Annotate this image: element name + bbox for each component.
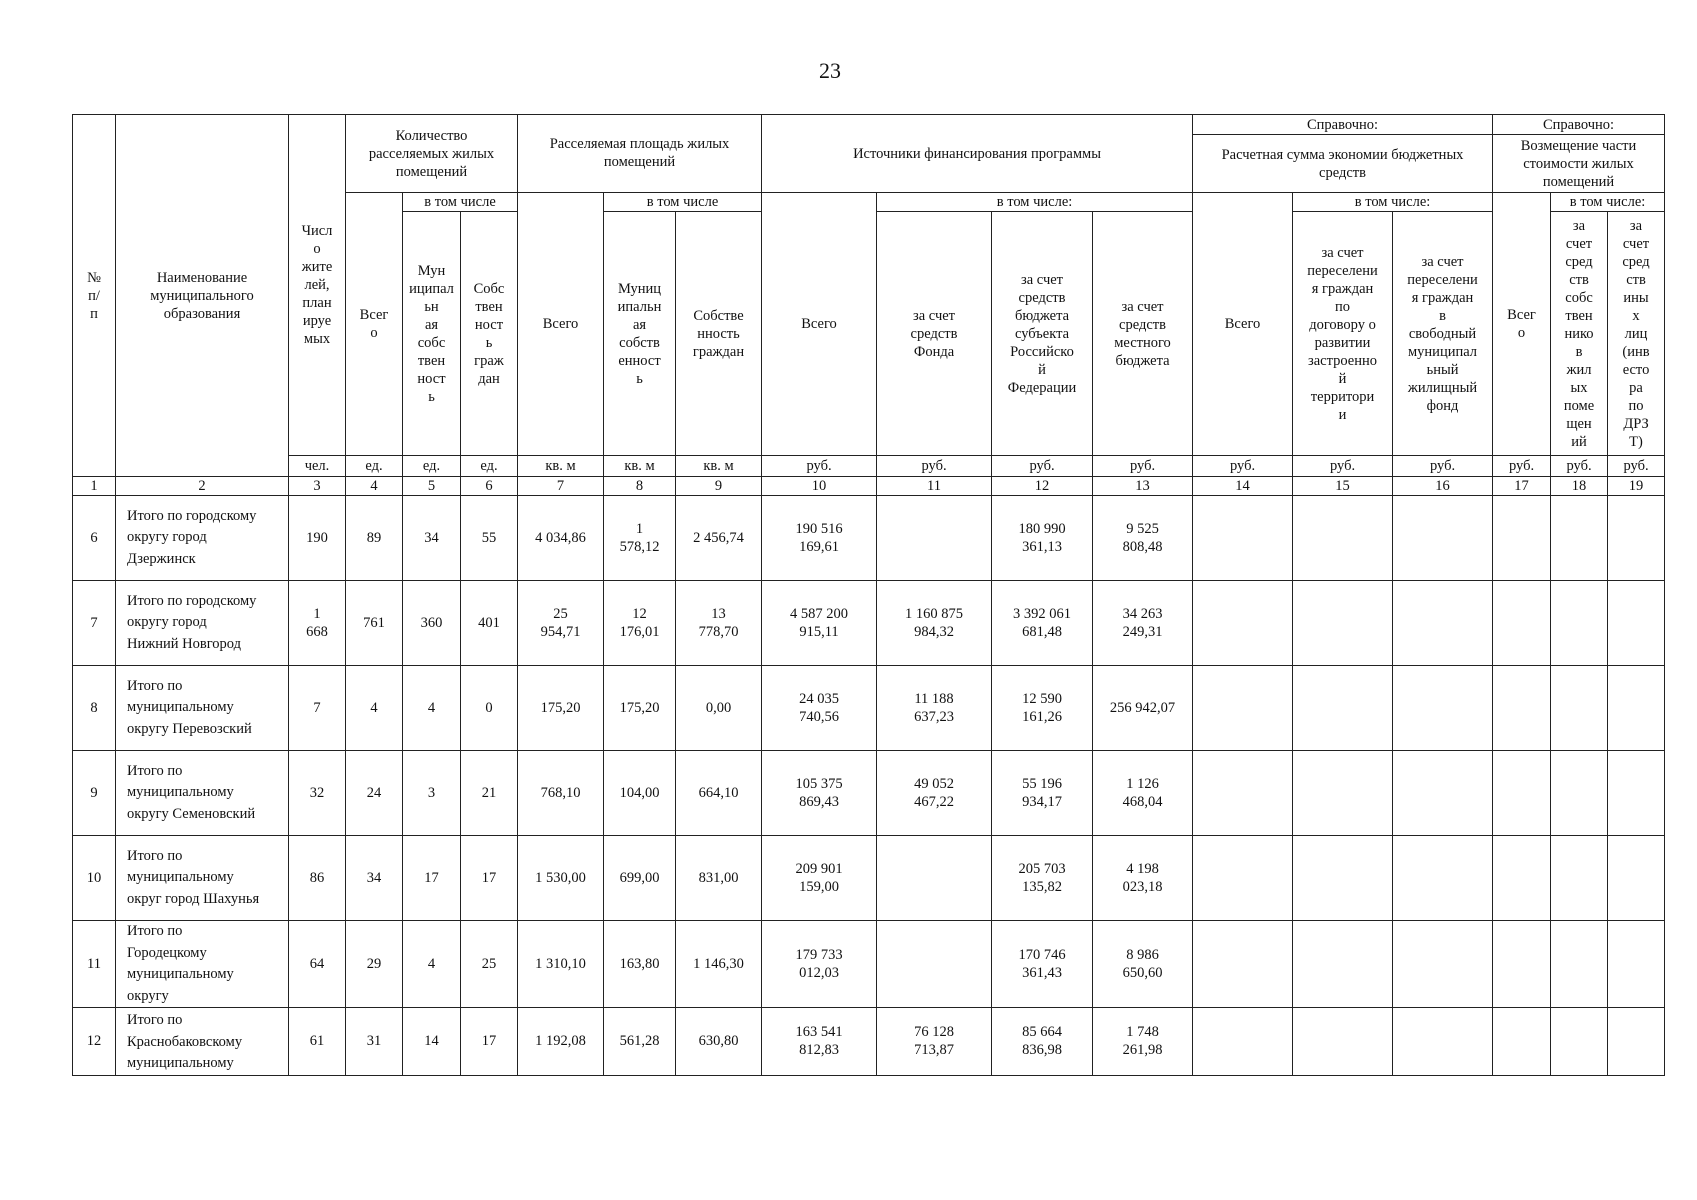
cell-c12: 205 703 135,82 bbox=[992, 836, 1093, 921]
column-number: 18 bbox=[1551, 477, 1608, 496]
cell-c15 bbox=[1293, 751, 1393, 836]
column-number: 15 bbox=[1293, 477, 1393, 496]
cell-c8: 104,00 bbox=[604, 751, 676, 836]
row-number: 6 bbox=[73, 496, 116, 581]
cell-c6: 21 bbox=[461, 751, 518, 836]
cell-c14 bbox=[1193, 921, 1293, 1008]
cell-c17 bbox=[1493, 496, 1551, 581]
unit-cell: кв. м bbox=[604, 456, 676, 477]
column-number: 4 bbox=[346, 477, 403, 496]
header-incl-compensation: в том числе: bbox=[1551, 193, 1665, 212]
table-body bbox=[73, 496, 1665, 1076]
cell-c9: 831,00 bbox=[676, 836, 762, 921]
unit-cell: кв. м bbox=[676, 456, 762, 477]
unit-cell: ед. bbox=[346, 456, 403, 477]
cell-c3: 32 bbox=[289, 751, 346, 836]
column-number: 13 bbox=[1093, 477, 1193, 496]
cell-c11 bbox=[877, 921, 992, 1008]
header-total-savings: Всего bbox=[1193, 193, 1293, 456]
header-reference-2: Справочно: bbox=[1493, 115, 1665, 135]
resettlement-table bbox=[72, 114, 1665, 1076]
cell-c19 bbox=[1608, 1008, 1665, 1076]
table-row bbox=[73, 496, 1665, 581]
cell-c11: 49 052 467,22 bbox=[877, 751, 992, 836]
cell-c4: 29 bbox=[346, 921, 403, 1008]
header-private-premises: Собс твен ност ь граж дан bbox=[461, 212, 518, 456]
cell-c16 bbox=[1393, 496, 1493, 581]
municipality-name: Итого по городскому округу город Нижний Новгород bbox=[116, 581, 289, 666]
cell-c6: 0 bbox=[461, 666, 518, 751]
header-savings-group: Расчетная сумма экономии бюджетных средств bbox=[1193, 135, 1493, 193]
table-row bbox=[73, 836, 1665, 921]
header-owners-compensation: за счет сред ств собс твен нико в жил ых поме щен ий bbox=[1551, 212, 1608, 456]
cell-c17 bbox=[1493, 581, 1551, 666]
cell-c9: 2 456,74 bbox=[676, 496, 762, 581]
cell-c6: 25 bbox=[461, 921, 518, 1008]
cell-c8: 1 578,12 bbox=[604, 496, 676, 581]
cell-c4: 761 bbox=[346, 581, 403, 666]
municipality-name: Итого по Городецкому муниципальному округу bbox=[116, 921, 289, 1008]
cell-c5: 34 bbox=[403, 496, 461, 581]
cell-c10: 105 375 869,43 bbox=[762, 751, 877, 836]
header-incl-funding: в том числе: bbox=[877, 193, 1193, 212]
header-name: Наименование муниципального образования bbox=[116, 115, 289, 477]
cell-c12: 180 990 361,13 bbox=[992, 496, 1093, 581]
header-total-premises: Всег о bbox=[346, 193, 403, 456]
cell-c10: 163 541 812,83 bbox=[762, 1008, 877, 1076]
row-number: 12 bbox=[73, 1008, 116, 1076]
cell-c19 bbox=[1608, 921, 1665, 1008]
municipality-name: Итого по городскому округу город Дзержинск bbox=[116, 496, 289, 581]
table-row bbox=[73, 751, 1665, 836]
cell-c19 bbox=[1608, 751, 1665, 836]
cell-c17 bbox=[1493, 666, 1551, 751]
unit-cell: чел. bbox=[289, 456, 346, 477]
row-number: 9 bbox=[73, 751, 116, 836]
unit-cell: руб. bbox=[762, 456, 877, 477]
header-fund-funding: за счет средств Фонда bbox=[877, 212, 992, 456]
cell-c8: 561,28 bbox=[604, 1008, 676, 1076]
unit-cell: кв. м bbox=[518, 456, 604, 477]
cell-c4: 31 bbox=[346, 1008, 403, 1076]
column-number: 8 bbox=[604, 477, 676, 496]
cell-c5: 17 bbox=[403, 836, 461, 921]
cell-c5: 3 bbox=[403, 751, 461, 836]
cell-c12: 170 746 361,43 bbox=[992, 921, 1093, 1008]
cell-c12: 55 196 934,17 bbox=[992, 751, 1093, 836]
cell-c9: 13 778,70 bbox=[676, 581, 762, 666]
cell-c12: 12 590 161,26 bbox=[992, 666, 1093, 751]
header-total-area: Всего bbox=[518, 193, 604, 456]
column-number: 1 bbox=[73, 477, 116, 496]
unit-cell: руб. bbox=[1551, 456, 1608, 477]
header-savings-free-fund: за счет переселени я граждан в свободный муниципал ьный жилищный фонд bbox=[1393, 212, 1493, 456]
cell-c7: 175,20 bbox=[518, 666, 604, 751]
header-reference-1: Справочно: bbox=[1193, 115, 1493, 135]
cell-c14 bbox=[1193, 496, 1293, 581]
cell-c14 bbox=[1193, 666, 1293, 751]
cell-c5: 360 bbox=[403, 581, 461, 666]
column-number: 3 bbox=[289, 477, 346, 496]
cell-c7: 1 192,08 bbox=[518, 1008, 604, 1076]
cell-c11: 11 188 637,23 bbox=[877, 666, 992, 751]
cell-c14 bbox=[1193, 751, 1293, 836]
row-number: 7 bbox=[73, 581, 116, 666]
cell-c13: 4 198 023,18 bbox=[1093, 836, 1193, 921]
cell-c16 bbox=[1393, 666, 1493, 751]
cell-c11: 76 128 713,87 bbox=[877, 1008, 992, 1076]
municipality-name: Итого по муниципальному округу Перевозский bbox=[116, 666, 289, 751]
cell-c3: 64 bbox=[289, 921, 346, 1008]
cell-c15 bbox=[1293, 496, 1393, 581]
cell-c9: 664,10 bbox=[676, 751, 762, 836]
cell-c6: 55 bbox=[461, 496, 518, 581]
cell-c17 bbox=[1493, 751, 1551, 836]
cell-c16 bbox=[1393, 836, 1493, 921]
cell-c15 bbox=[1293, 581, 1393, 666]
cell-c17 bbox=[1493, 1008, 1551, 1076]
unit-cell: руб. bbox=[1393, 456, 1493, 477]
cell-c4: 34 bbox=[346, 836, 403, 921]
cell-c11 bbox=[877, 836, 992, 921]
cell-c19 bbox=[1608, 666, 1665, 751]
cell-c11: 1 160 875 984,32 bbox=[877, 581, 992, 666]
cell-c17 bbox=[1493, 836, 1551, 921]
units-row bbox=[73, 456, 1665, 477]
cell-c3: 7 bbox=[289, 666, 346, 751]
column-numbers-row bbox=[73, 477, 1665, 496]
cell-c7: 25 954,71 bbox=[518, 581, 604, 666]
municipality-name: Итого по Краснобаковскому муниципальному bbox=[116, 1008, 289, 1076]
unit-cell: руб. bbox=[992, 456, 1093, 477]
column-number: 2 bbox=[116, 477, 289, 496]
cell-c14 bbox=[1193, 836, 1293, 921]
row-number: 8 bbox=[73, 666, 116, 751]
cell-c10: 179 733 012,03 bbox=[762, 921, 877, 1008]
cell-c18 bbox=[1551, 496, 1608, 581]
cell-c18 bbox=[1551, 751, 1608, 836]
municipality-name: Итого по муниципальному округу Семеновский bbox=[116, 751, 289, 836]
cell-c15 bbox=[1293, 1008, 1393, 1076]
cell-c12: 85 664 836,98 bbox=[992, 1008, 1093, 1076]
table-header bbox=[73, 115, 1665, 496]
cell-c12: 3 392 061 681,48 bbox=[992, 581, 1093, 666]
header-incl-premises: в том числе bbox=[403, 193, 518, 212]
column-number: 17 bbox=[1493, 477, 1551, 496]
header-municipal-premises: Мун иципал ьн ая собс твен ност ь bbox=[403, 212, 461, 456]
cell-c18 bbox=[1551, 581, 1608, 666]
header-savings-development: за счет переселени я граждан по договору о развитии застроенно й территори и bbox=[1293, 212, 1393, 456]
unit-cell: ед. bbox=[403, 456, 461, 477]
header-number: № п/ п bbox=[73, 115, 116, 477]
column-number: 5 bbox=[403, 477, 461, 496]
cell-c5: 4 bbox=[403, 921, 461, 1008]
cell-c18 bbox=[1551, 1008, 1608, 1076]
page-number: 23 bbox=[819, 58, 841, 83]
unit-cell: руб. bbox=[1293, 456, 1393, 477]
cell-c16 bbox=[1393, 751, 1493, 836]
cell-c18 bbox=[1551, 921, 1608, 1008]
cell-c13: 8 986 650,60 bbox=[1093, 921, 1193, 1008]
row-number: 10 bbox=[73, 836, 116, 921]
cell-c5: 4 bbox=[403, 666, 461, 751]
cell-c10: 209 901 159,00 bbox=[762, 836, 877, 921]
unit-cell: ед. bbox=[461, 456, 518, 477]
cell-c3: 61 bbox=[289, 1008, 346, 1076]
header-incl-area: в том числе bbox=[604, 193, 762, 212]
unit-cell: руб. bbox=[1093, 456, 1193, 477]
cell-c13: 34 263 249,31 bbox=[1093, 581, 1193, 666]
cell-c19 bbox=[1608, 836, 1665, 921]
cell-c18 bbox=[1551, 666, 1608, 751]
cell-c13: 1 748 261,98 bbox=[1093, 1008, 1193, 1076]
column-number: 6 bbox=[461, 477, 518, 496]
cell-c16 bbox=[1393, 581, 1493, 666]
cell-c19 bbox=[1608, 581, 1665, 666]
cell-c8: 12 176,01 bbox=[604, 581, 676, 666]
header-total-compensation: Всег о bbox=[1493, 193, 1551, 456]
cell-c10: 4 587 200 915,11 bbox=[762, 581, 877, 666]
table-row bbox=[73, 666, 1665, 751]
cell-c10: 24 035 740,56 bbox=[762, 666, 877, 751]
cell-c4: 24 bbox=[346, 751, 403, 836]
cell-c5: 14 bbox=[403, 1008, 461, 1076]
header-incl-savings: в том числе: bbox=[1293, 193, 1493, 212]
column-number: 14 bbox=[1193, 477, 1293, 496]
header-municipal-area: Муниц ипальн ая собств енност ь bbox=[604, 212, 676, 456]
cell-c15 bbox=[1293, 836, 1393, 921]
column-number: 12 bbox=[992, 477, 1093, 496]
cell-c9: 1 146,30 bbox=[676, 921, 762, 1008]
cell-c17 bbox=[1493, 921, 1551, 1008]
row-number: 11 bbox=[73, 921, 116, 1008]
column-number: 9 bbox=[676, 477, 762, 496]
cell-c7: 768,10 bbox=[518, 751, 604, 836]
cell-c7: 1 530,00 bbox=[518, 836, 604, 921]
cell-c8: 699,00 bbox=[604, 836, 676, 921]
cell-c9: 630,80 bbox=[676, 1008, 762, 1076]
table-row bbox=[73, 581, 1665, 666]
cell-c16 bbox=[1393, 921, 1493, 1008]
cell-c6: 401 bbox=[461, 581, 518, 666]
table-row bbox=[73, 921, 1665, 1008]
header-total-funding: Всего bbox=[762, 193, 877, 456]
header-area-group: Расселяемая площадь жилых помещений bbox=[518, 115, 762, 193]
cell-c10: 190 516 169,61 bbox=[762, 496, 877, 581]
cell-c15 bbox=[1293, 666, 1393, 751]
unit-cell: руб. bbox=[877, 456, 992, 477]
cell-c6: 17 bbox=[461, 836, 518, 921]
unit-cell: руб. bbox=[1193, 456, 1293, 477]
cell-c14 bbox=[1193, 581, 1293, 666]
cell-c13: 1 126 468,04 bbox=[1093, 751, 1193, 836]
header-residents: Числ о жите лей, план ируе мых bbox=[289, 115, 346, 456]
cell-c13: 256 942,07 bbox=[1093, 666, 1193, 751]
cell-c11 bbox=[877, 496, 992, 581]
cell-c7: 1 310,10 bbox=[518, 921, 604, 1008]
header-local-funding: за счет средств местного бюджета bbox=[1093, 212, 1193, 456]
cell-c6: 17 bbox=[461, 1008, 518, 1076]
header-compensation-group: Возмещение части стоимости жилых помещений bbox=[1493, 135, 1665, 193]
cell-c16 bbox=[1393, 1008, 1493, 1076]
unit-cell: руб. bbox=[1608, 456, 1665, 477]
header-funding-group: Источники финансирования программы bbox=[762, 115, 1193, 193]
cell-c8: 175,20 bbox=[604, 666, 676, 751]
column-number: 10 bbox=[762, 477, 877, 496]
cell-c19 bbox=[1608, 496, 1665, 581]
column-number: 11 bbox=[877, 477, 992, 496]
cell-c9: 0,00 bbox=[676, 666, 762, 751]
cell-c18 bbox=[1551, 836, 1608, 921]
cell-c3: 1 668 bbox=[289, 581, 346, 666]
header-private-area: Собстве нность граждан bbox=[676, 212, 762, 456]
cell-c4: 89 bbox=[346, 496, 403, 581]
cell-c13: 9 525 808,48 bbox=[1093, 496, 1193, 581]
municipality-name: Итого по муниципальному округ город Шахунья bbox=[116, 836, 289, 921]
cell-c3: 190 bbox=[289, 496, 346, 581]
cell-c14 bbox=[1193, 1008, 1293, 1076]
unit-cell: руб. bbox=[1493, 456, 1551, 477]
column-number: 19 bbox=[1608, 477, 1665, 496]
cell-c4: 4 bbox=[346, 666, 403, 751]
column-number: 7 bbox=[518, 477, 604, 496]
header-subject-funding: за счет средств бюджета субъекта Российско й Федерации bbox=[992, 212, 1093, 456]
column-number: 16 bbox=[1393, 477, 1493, 496]
header-other-compensation: за счет сред ств ины х лиц (инв есто ра по ДРЗ Т) bbox=[1608, 212, 1665, 456]
cell-c3: 86 bbox=[289, 836, 346, 921]
table-row bbox=[73, 1008, 1665, 1076]
cell-c8: 163,80 bbox=[604, 921, 676, 1008]
cell-c15 bbox=[1293, 921, 1393, 1008]
cell-c7: 4 034,86 bbox=[518, 496, 604, 581]
header-premises-group: Количество расселяемых жилых помещений bbox=[346, 115, 518, 193]
